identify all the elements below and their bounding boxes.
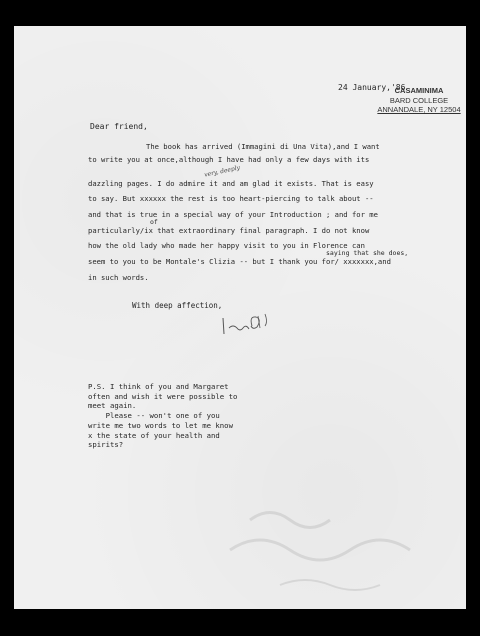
letterhead-name: CASAMINIMA <box>394 86 444 95</box>
above-line-insert: of <box>150 218 158 226</box>
ps-line: P.S. I think of you and Margaret <box>88 382 229 391</box>
body-line: dazzling pages. I do admire it and am glad it exists. That is easy <box>88 179 374 188</box>
body-line: in such words. <box>88 273 149 282</box>
letterhead-address: ANNANDALE, NY 12504 <box>377 105 461 114</box>
body-line: and that is true in a special way of your Introduction ; and for me <box>88 210 378 219</box>
handwritten-insert: very, deeply <box>203 164 241 179</box>
ps-line: Please -- won't one of you <box>88 411 220 421</box>
closing: With deep affection, <box>132 301 223 310</box>
ps-line: spirits? <box>88 440 124 450</box>
ps-line: write me two words to let me know <box>88 420 233 430</box>
body-line: seem to you to be Montale's Clizia -- but I thank you for/ xxxxxxx,and <box>88 257 391 266</box>
ps-line: x the state of your health and <box>88 430 220 440</box>
body-line: to say. But xxxxxx the rest is too heart-piercing to talk about -- <box>88 194 374 203</box>
postscript <box>88 382 237 450</box>
ps-line: meet again. <box>88 401 137 411</box>
letterhead-college: BARD COLLEGE <box>389 95 449 105</box>
ps-line: often and wish it were possible to <box>88 391 238 401</box>
body-line: particularly/ix that extraordinary final paragraph. I do not know <box>88 226 370 235</box>
bleed-through-shadow <box>220 500 450 610</box>
salutation: Dear friend, <box>90 122 148 131</box>
letter-date: 24 January,'86 <box>338 83 406 92</box>
above-line-insert: saying that she does, <box>326 249 409 257</box>
body-line: The book has arrived (Immagini di Una Vita),and I want <box>146 142 380 151</box>
body-line: how the old lady who made her happy visit to you in Florence can <box>88 241 365 250</box>
body-line: to write you at once,although I have had only a few days with its <box>88 155 370 164</box>
signature-image <box>220 310 286 336</box>
